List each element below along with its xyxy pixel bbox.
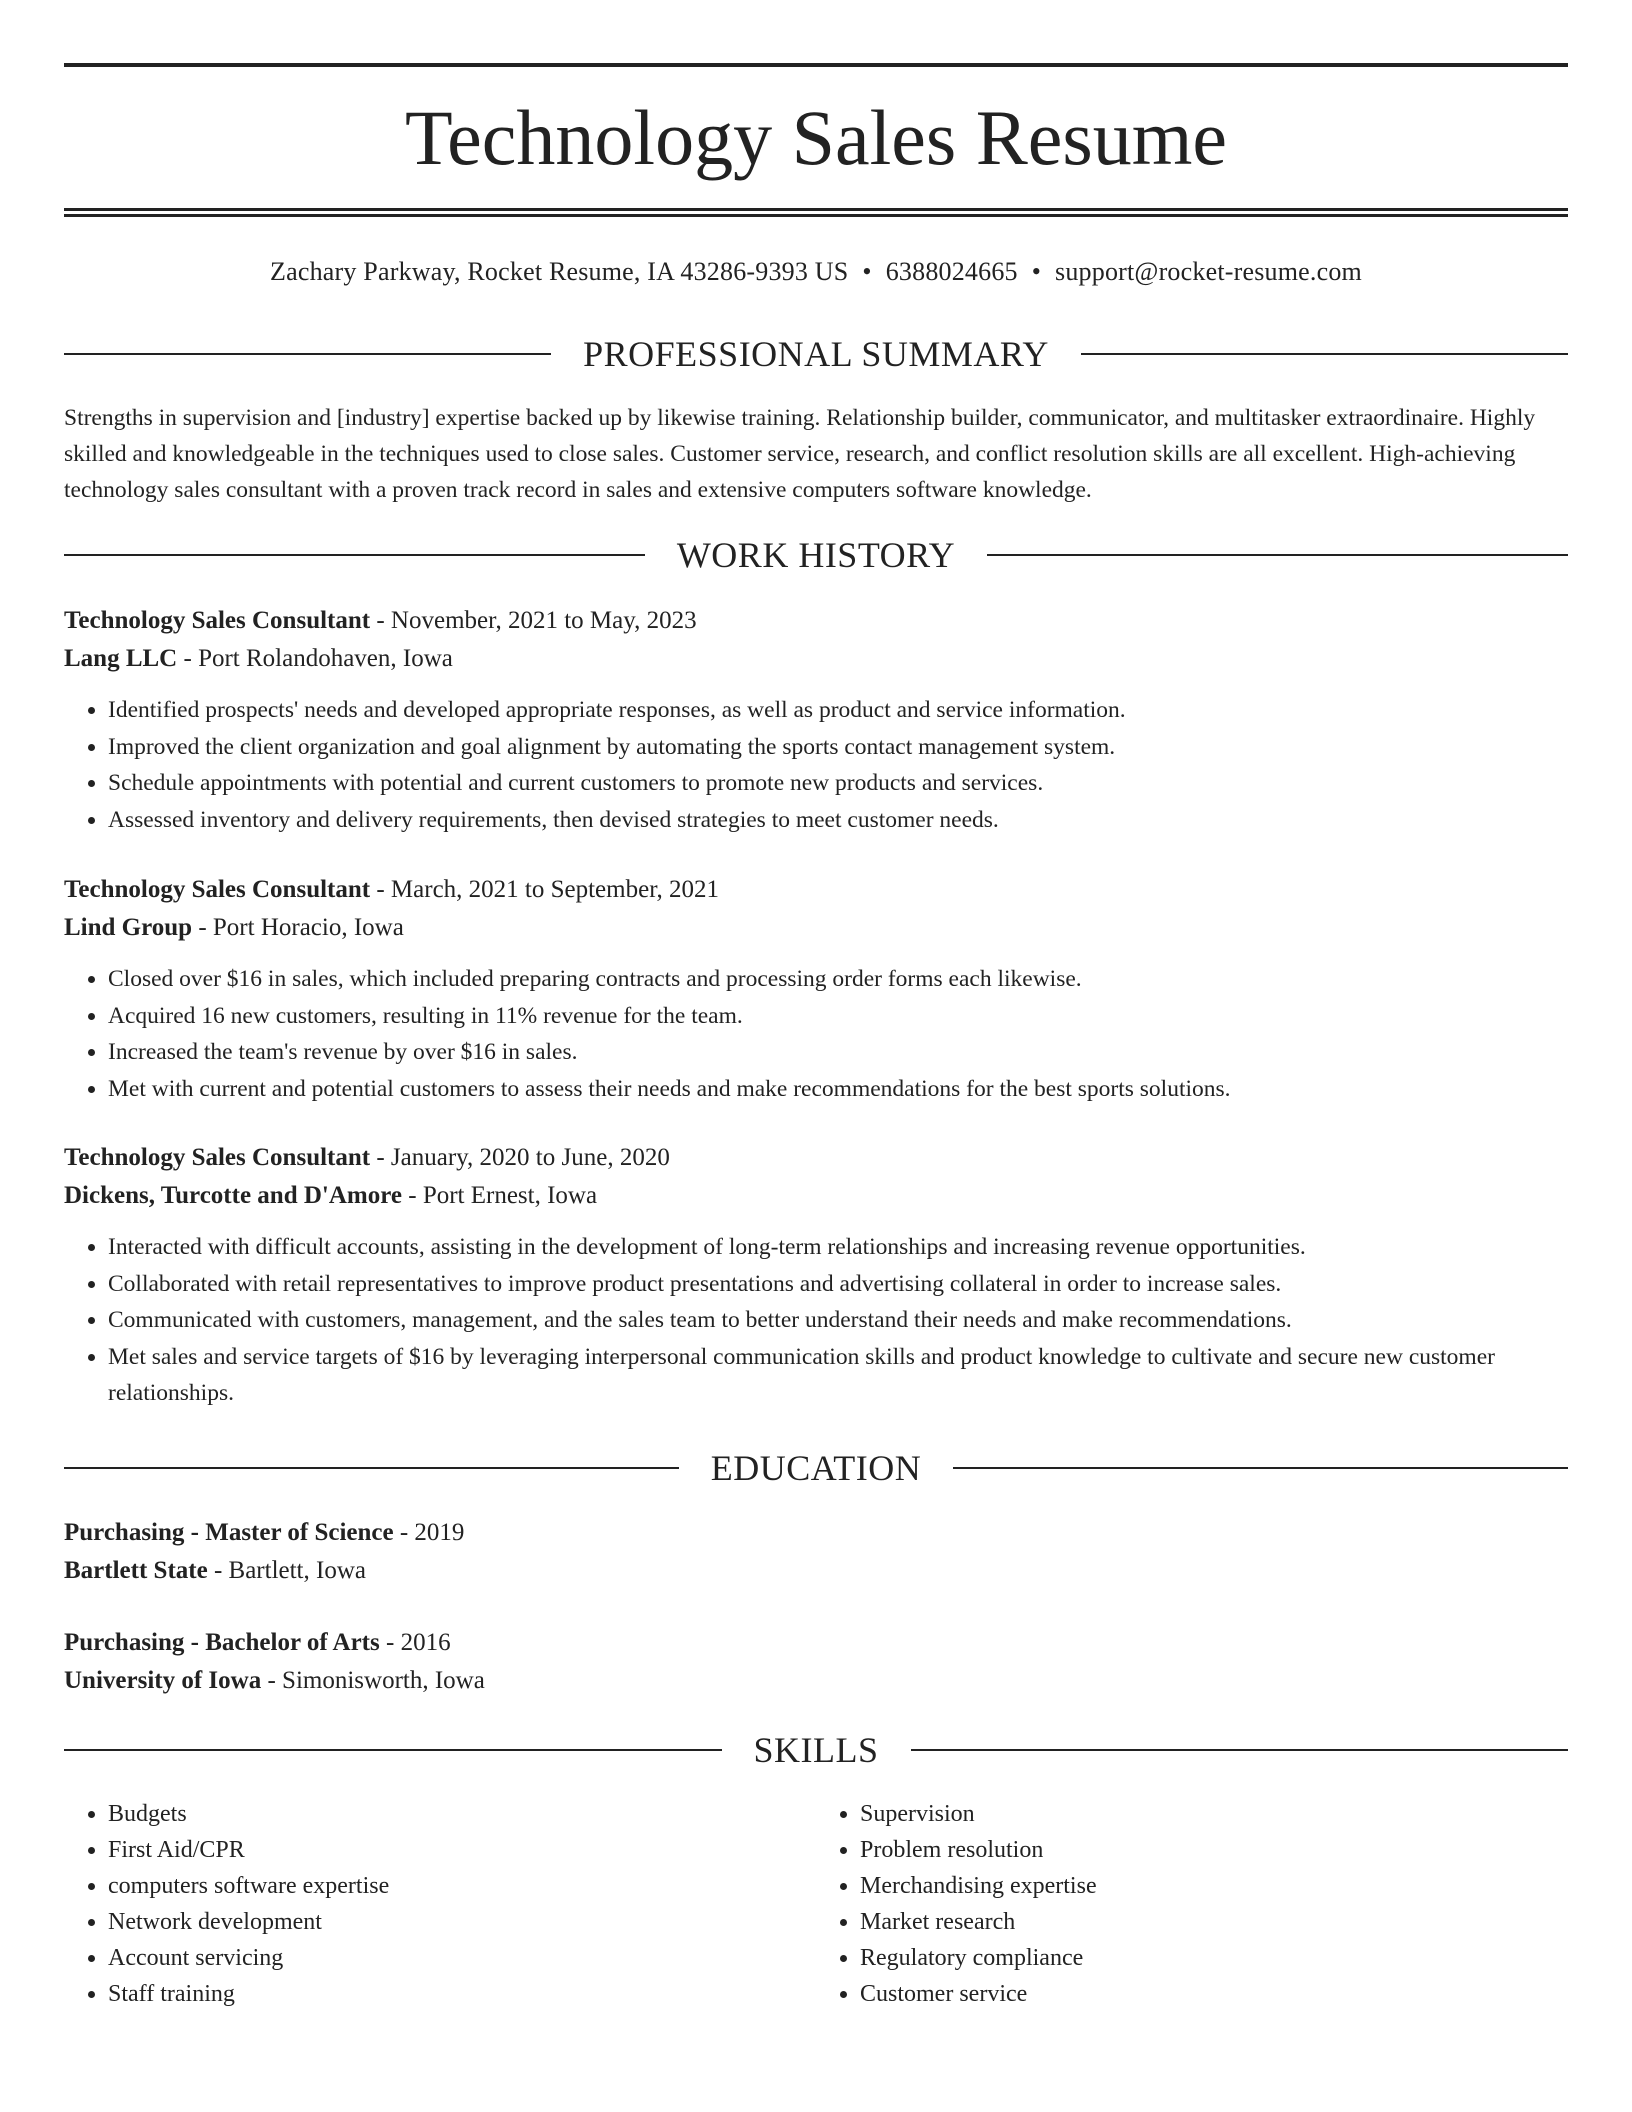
list-item: • Increased the team's revenue by over $16 in sales. [108, 1034, 1568, 1071]
list-item: • Budgets [108, 1796, 816, 1832]
dash: - [379, 1629, 401, 1656]
list-item: • Regulatory compliance [860, 1940, 1568, 1976]
section-title: WORK HISTORY [676, 535, 956, 575]
job-bullets [64, 1229, 1568, 1412]
contact-line [64, 254, 1568, 290]
job-title-line [64, 602, 1568, 640]
summary-text: Strengths in supervision and [industry] expertise backed up by likewise training. Relationship builder, communicator, and multitasker extraordinaire. Highly skilled and knowledgeable in the techniques used to close sales. Customer service, research, and conflict resolution skills are all excellent. High-achieving technology sales consultant with a proven track record in sales and extensive computers software knowledge. [64, 405, 1536, 503]
school-location: Bartlett, Iowa [228, 1557, 366, 1584]
job-location: Port Rolandohaven, Iowa [198, 645, 453, 672]
dash: - [192, 914, 213, 941]
job-location: Port Ernest, Iowa [422, 1182, 598, 1209]
heading-rule [64, 1749, 722, 1751]
job-company-line [64, 909, 1568, 947]
heading-rule [1081, 353, 1568, 355]
list-item: • Communicated with customers, management, and the sales team to better understand their needs and make recommendations. [108, 1302, 1568, 1339]
list-item: • Staff training [108, 1976, 816, 2012]
list-item: • Acquired 16 new customers, resulting in 11% revenue for the team. [108, 998, 1568, 1035]
list-item: • Account servicing [108, 1940, 816, 1976]
contact-email: support@rocket-resume.com [1055, 257, 1362, 286]
list-item: • Market research [860, 1904, 1568, 1940]
heading-rule [953, 1467, 1568, 1469]
contact-address: Zachary Parkway, Rocket Resume, IA 43286-9393 US [270, 257, 849, 286]
contact-separator: • [1031, 257, 1042, 286]
job-title: Technology Sales Consultant [64, 1144, 371, 1171]
skills-list [64, 1796, 1568, 2012]
job-title: Technology Sales Consultant [64, 876, 371, 903]
list-item: • Identified prospects' needs and developed appropriate responses, as well as product and service information. [108, 692, 1568, 729]
list-item: • Network development [108, 1904, 816, 1940]
dash: - [261, 1667, 283, 1694]
school: University of Iowa [64, 1667, 262, 1694]
job-company-line [64, 640, 1568, 678]
list-item: • Closed over $16 in sales, which included preparing contracts and processing order forms each likewise. [108, 961, 1568, 998]
list-item: • Collaborated with retail representatives to improve product presentations and advertising collateral in order to increase sales. [108, 1266, 1568, 1303]
heading-rule [64, 554, 645, 556]
degree: Purchasing - Bachelor of Arts [64, 1629, 380, 1656]
title-double-rule [64, 208, 1568, 217]
dash: - [393, 1519, 415, 1546]
heading-rule [64, 1467, 679, 1469]
job-location: Port Horacio, Iowa [212, 914, 404, 941]
section-title: PROFESSIONAL SUMMARY [583, 334, 1049, 374]
list-item: • Interacted with difficult accounts, assisting in the development of long-term relationships and increasing revenue opportunities. [108, 1229, 1568, 1266]
dash: - [207, 1557, 229, 1584]
job-entry [64, 1139, 1568, 1412]
job-dates: January, 2020 to June, 2020 [390, 1144, 670, 1171]
job-entry [64, 871, 1568, 1107]
job-company-line [64, 1177, 1568, 1215]
section-heading-work-history [64, 533, 1568, 577]
resume-title: Technology Sales Resume [404, 94, 1228, 181]
list-item: • Merchandising expertise [860, 1868, 1568, 1904]
degree-year: 2019 [414, 1519, 465, 1546]
education-entry [64, 1514, 1568, 1590]
list-item: • Schedule appointments with potential and current customers to promote new products and services. [108, 765, 1568, 802]
education-entry [64, 1624, 1568, 1700]
school-line [64, 1552, 1568, 1590]
job-company: Dickens, Turcotte and D'Amore [64, 1182, 402, 1209]
section-heading-education [64, 1446, 1568, 1490]
heading-rule [987, 554, 1568, 556]
degree-year: 2016 [400, 1629, 451, 1656]
skills-column-right [816, 1796, 1568, 2012]
job-bullets [64, 961, 1568, 1107]
section-title: EDUCATION [710, 1448, 922, 1488]
list-item: • Problem resolution [860, 1832, 1568, 1868]
list-item: • First Aid/CPR [108, 1832, 816, 1868]
dash: - [177, 645, 199, 672]
job-dates: March, 2021 to September, 2021 [390, 876, 720, 903]
job-company: Lind Group [64, 914, 193, 941]
job-company: Lang LLC [64, 645, 178, 672]
heading-rule [911, 1749, 1569, 1751]
degree-line [64, 1514, 1568, 1552]
school: Bartlett State [64, 1557, 208, 1584]
school-location: Simonisworth, Iowa [282, 1667, 485, 1694]
list-item: • Assessed inventory and delivery requirements, then devised strategies to meet customer needs. [108, 802, 1568, 839]
degree-line [64, 1624, 1568, 1662]
degree: Purchasing - Master of Science [64, 1519, 394, 1546]
top-rule [64, 63, 1568, 67]
list-item: • Customer service [860, 1976, 1568, 2012]
list-item: • Supervision [860, 1796, 1568, 1832]
section-heading-skills [64, 1728, 1568, 1772]
job-title: Technology Sales Consultant [64, 607, 371, 634]
job-title-line [64, 1139, 1568, 1177]
dash: - [370, 607, 391, 634]
job-bullets [64, 692, 1568, 838]
contact-phone: 6388024665 [885, 257, 1018, 286]
list-item: • computers software expertise [108, 1868, 816, 1904]
skills-column-left [64, 1796, 816, 2012]
dash: - [370, 1144, 391, 1171]
dash: - [370, 876, 391, 903]
list-item: • Met with current and potential customers to assess their needs and make recommendations for the best sports solutions. [108, 1071, 1568, 1108]
contact-separator: • [862, 257, 872, 286]
school-line [64, 1662, 1568, 1700]
dash: - [401, 1182, 423, 1209]
job-title-line [64, 871, 1568, 909]
job-entry [64, 602, 1568, 838]
heading-rule [64, 353, 551, 355]
job-dates: November, 2021 to May, 2023 [390, 607, 697, 634]
section-heading-summary [64, 332, 1568, 376]
section-title: SKILLS [753, 1730, 879, 1770]
list-item: • Improved the client organization and goal alignment by automating the sports contact management system. [108, 729, 1568, 766]
list-item: • Met sales and service targets of $16 by leveraging interpersonal communication skills and product knowledge to cultivate and secure new customer relationships. [108, 1339, 1568, 1412]
